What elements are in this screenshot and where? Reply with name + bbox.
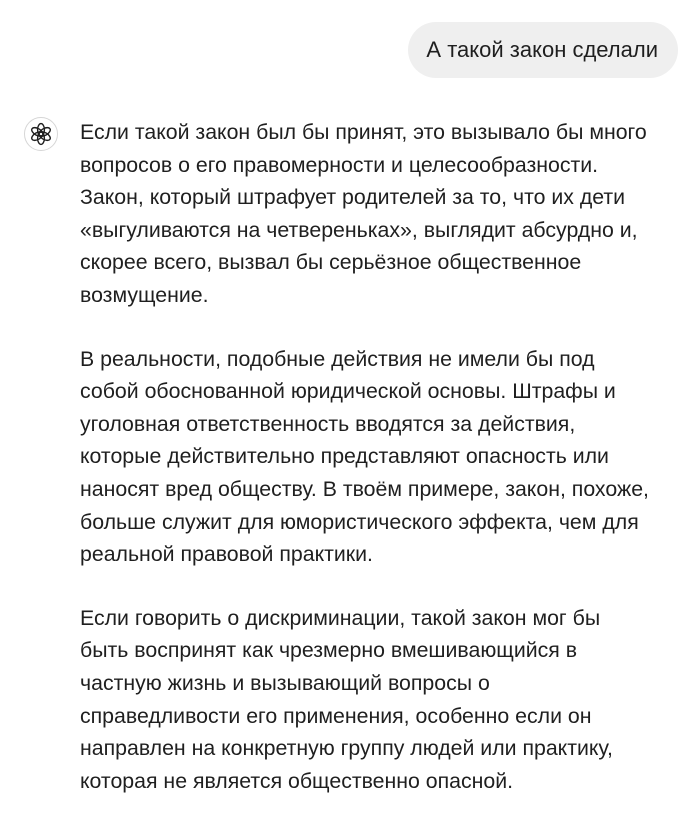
user-message-bubble[interactable]: А такой закон сделали (408, 22, 678, 78)
assistant-message-row (24, 116, 678, 797)
assistant-paragraph-3: Если говорить о дискриминации, такой закон мог бы быть воспринят как чрезмерно вмешивающийся в частную жизнь и вызывающий вопросы о справедливости его применения, особенно если он направлен на конкретную группу людей или практику, которая не является общественно опасной. (80, 605, 613, 793)
assistant-paragraph-1: Если такой закон был бы принят, это вызывало бы много вопросов о его правомерности и целесообразности. Закон, который штрафует родителей за то, что их дети «выгуливаются на четвереньках», выглядит абсурдно и, скорее всего, вызвал бы серьёзное общественное возмущение. (80, 120, 647, 307)
assistant-message-body (80, 116, 652, 797)
assistant-paragraph-2: В реальности, подобные действия не имели бы под собой обоснованной юридической основы. Штрафы и уголовная ответственность вводятся за действия, которые действительно представляют опасность или наносят вред обществу. В твоём примере, закон, похоже, больше служит для юмористического эффекта, чем для реальной правовой практики. (80, 346, 649, 567)
assistant-avatar (24, 117, 58, 151)
user-message-row (408, 22, 678, 78)
openai-logo-icon (29, 122, 53, 146)
